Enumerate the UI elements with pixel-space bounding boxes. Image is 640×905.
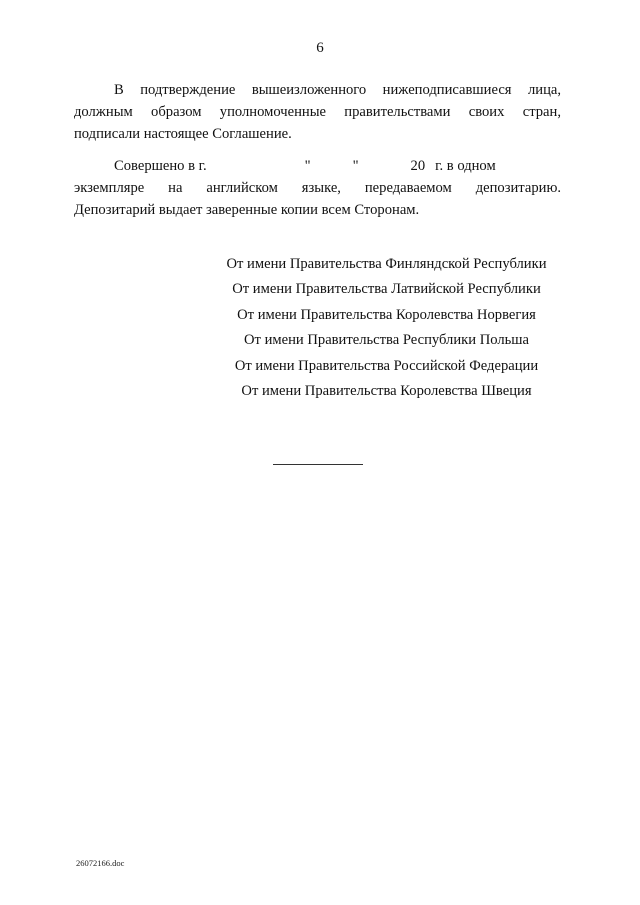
signature-line: От имени Правительства Латвийской Республики bbox=[232, 281, 541, 298]
signature-line: От имени Правительства Королевства Швеция bbox=[241, 383, 532, 400]
signature-line: От имени Правительства Финляндской Республики bbox=[226, 256, 547, 272]
year-suffix-text: г. в одном bbox=[435, 158, 496, 174]
paragraph-line: Депозитарий выдает заверенные копии всем Сторонам. bbox=[74, 202, 420, 218]
paragraph-line: экземпляре на английском языке, передаваемом депозитарию. bbox=[74, 180, 561, 196]
signature-line: От имени Правительства Королевства Норвегия bbox=[237, 306, 536, 323]
paragraph-line: В подтверждение вышеизложенного нижеподписавшиеся лица, bbox=[114, 82, 561, 98]
confirmation-paragraph bbox=[74, 79, 561, 145]
year-prefix: 20 bbox=[410, 158, 426, 174]
signature-block bbox=[200, 252, 573, 404]
date-place-line bbox=[74, 155, 561, 177]
quote-close: " bbox=[352, 158, 359, 174]
execution-paragraph bbox=[74, 155, 561, 221]
quote-open: " bbox=[304, 158, 311, 174]
paragraph-line: подписали настоящее Соглашение. bbox=[74, 126, 292, 142]
footer-file-name: 26072166.doc bbox=[76, 858, 125, 868]
paragraph-line: должным образом уполномоченные правительствами своих стран, bbox=[74, 104, 561, 120]
page-number: 6 bbox=[316, 40, 324, 56]
closing-rule bbox=[273, 464, 363, 465]
signature-line: От имени Правительства Республики Польша bbox=[244, 332, 529, 349]
signature-line: От имени Правительства Российской Федерации bbox=[234, 357, 539, 374]
date-place-text: Совершено в г. bbox=[114, 158, 207, 174]
